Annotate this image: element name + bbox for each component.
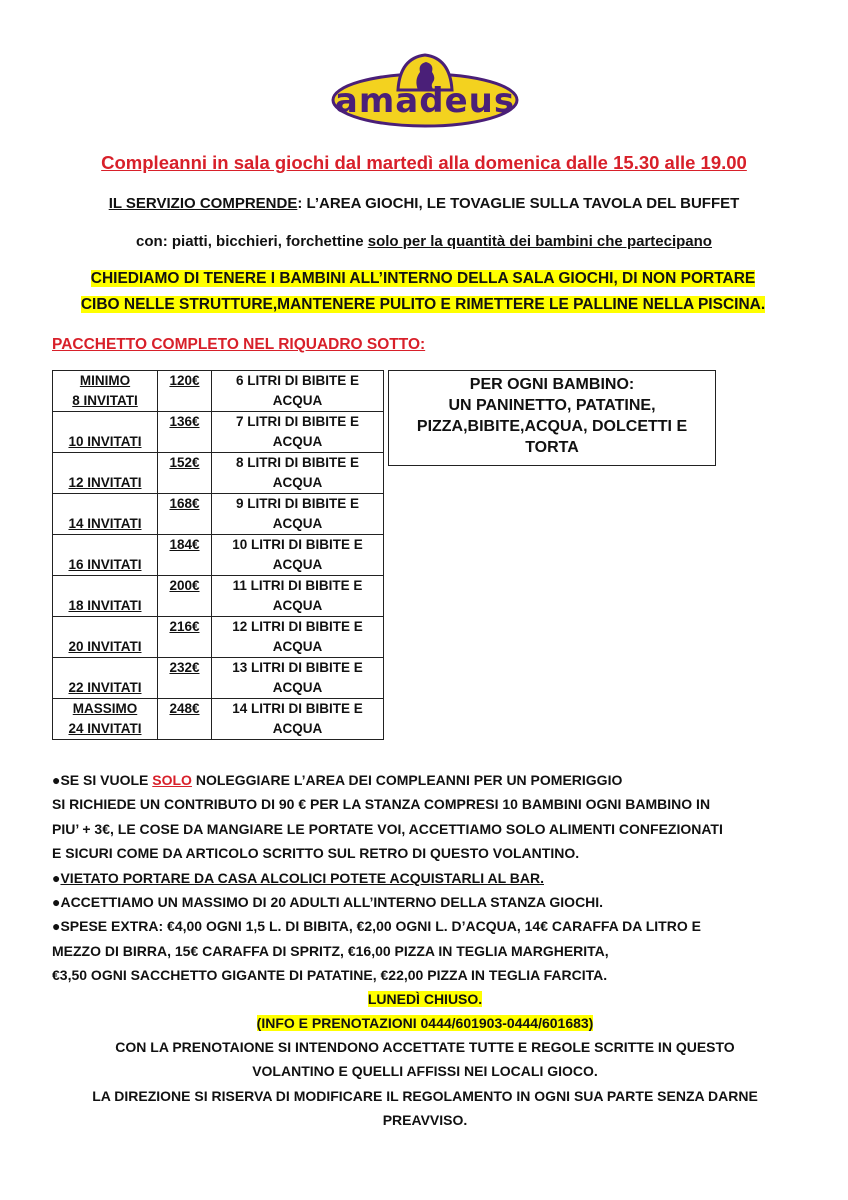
price-cell [158, 535, 212, 576]
price-cell [158, 699, 212, 740]
package-row [53, 617, 384, 658]
package-heading: PACCHETTO COMPLETO NEL RIQUADRO SOTTO: [52, 336, 426, 353]
closed-day-text: LUNEDÌ CHIUSO. [367, 991, 483, 1007]
direction-note [30, 1084, 820, 1133]
service-details-b: solo per la quantità dei bambini che partecipano [367, 233, 712, 250]
service-details-a: con: piatti, bicchieri, forchettine [136, 233, 368, 250]
per-child-box [388, 370, 716, 466]
booking-line: VOLANTINO E QUELLI AFFISSI NEI LOCALI GIOCO. [252, 1063, 598, 1080]
rule-2 [52, 866, 812, 890]
booking-note [30, 1035, 820, 1084]
price-cell-text: 248€ [169, 701, 200, 716]
rule-1-line: PIU’ + 3€, LE COSE DA MANGIARE LE PORTATE VOI, ACCETTIAMO SOLO ALIMENTI CONFEZIONATI [52, 820, 723, 837]
price-cell-text: 184€ [169, 537, 200, 552]
package-row [53, 412, 384, 453]
drinks-cell-text: ACQUA [272, 639, 323, 654]
rule-1-line: SI RICHIEDE UN CONTRIBUTO DI 90 € PER LA STANZA COMPRESI 10 BAMBINI OGNI BAMBINO IN [52, 796, 711, 813]
guest-count-cell [53, 535, 158, 576]
drinks-cell [212, 371, 384, 412]
per-child-line: PER OGNI BAMBINO: [469, 376, 635, 393]
price-cell-text: 200€ [169, 578, 200, 593]
rule-2-text: VIETATO PORTARE DA CASA ALCOLICI POTETE ACQUISTARLI AL BAR. [60, 869, 544, 886]
guest-count-cell-text: MASSIMO [72, 701, 138, 716]
guest-count-cell-text: 22 INVITATI [68, 680, 142, 695]
package-row [53, 576, 384, 617]
rule-1-emphasis: SOLO [152, 772, 192, 788]
amadeus-logo [330, 52, 520, 144]
guest-count-cell [53, 699, 158, 740]
guest-count-cell-text: MINIMO [79, 373, 131, 388]
price-cell-text: 216€ [169, 619, 200, 634]
svg-text:amadeus: amadeus [334, 81, 516, 121]
booking-line: CON LA PRENOTAIONE SI INTENDONO ACCETTATE TUTTE E REGOLE SCRITTE IN QUESTO [115, 1039, 735, 1055]
drinks-cell-text: 7 LITRI DI BIBITE E [235, 414, 359, 429]
drinks-cell-text: ACQUA [272, 598, 323, 613]
guest-count-cell-text: 14 INVITATI [68, 516, 142, 531]
price-cell-text: 136€ [169, 414, 200, 429]
drinks-cell [212, 658, 384, 699]
guest-count-cell [53, 617, 158, 658]
guest-count-cell [53, 576, 158, 617]
price-cell [158, 617, 212, 658]
guest-count-cell-text: 10 INVITATI [68, 434, 142, 449]
rule-2-bullet: ● [52, 869, 61, 886]
rule-1-text: ●SE SI VUOLE [52, 772, 153, 788]
per-child-line: TORTA [525, 439, 579, 456]
guest-count-cell-text: 18 INVITATI [68, 598, 142, 613]
rule-4-line: ●SPESE EXTRA: €4,00 OGNI 1,5 L. DI BIBITA, €2,00 OGNI L. D’ACQUA, 14€ CARAFFA DA LITRO E [52, 918, 701, 935]
rule-4-line: €3,50 OGNI SACCHETTO GIGANTE DI PATATINE, €22,00 PIZZA IN TEGLIA FARCITA. [52, 967, 608, 984]
drinks-cell [212, 494, 384, 535]
service-line [0, 195, 848, 212]
closed-day [30, 987, 820, 1011]
price-cell [158, 412, 212, 453]
drinks-cell [212, 617, 384, 658]
drinks-cell-text: ACQUA [272, 721, 323, 736]
rule-1-line: E SICURI COME DA ARTICOLO SCRITTO SUL RETRO DI QUESTO VOLANTINO. [52, 845, 580, 862]
price-cell-text: 120€ [169, 373, 200, 388]
service-text: : L’AREA GIOCHI, LE TOVAGLIE SULLA TAVOLA DEL BUFFET [297, 195, 740, 212]
package-row [53, 494, 384, 535]
guest-count-cell-text: 16 INVITATI [68, 557, 142, 572]
rule-3: ●ACCETTIAMO UN MASSIMO DI 20 ADULTI ALL’INTERNO DELLA STANZA GIOCHI. [52, 894, 604, 911]
drinks-cell-text: ACQUA [272, 557, 323, 572]
guest-count-cell [53, 371, 158, 412]
rule-1 [52, 768, 812, 792]
drinks-cell-text: ACQUA [272, 475, 323, 490]
guest-count-cell-text: 24 INVITATI [68, 721, 142, 736]
drinks-cell [212, 535, 384, 576]
drinks-cell-text: 6 LITRI DI BIBITE E [235, 373, 359, 388]
drinks-cell-text: 11 LITRI DI BIBITE E [232, 578, 363, 593]
package-row [53, 699, 384, 740]
price-cell [158, 453, 212, 494]
direction-line: PREAVVISO. [382, 1112, 468, 1129]
guest-count-cell-text: 12 INVITATI [68, 475, 142, 490]
price-cell-text: 152€ [169, 455, 200, 470]
price-cell [158, 576, 212, 617]
package-row [53, 371, 384, 412]
rules-section [52, 768, 812, 988]
service-label: IL SERVIZIO COMPRENDE [108, 195, 298, 212]
package-row [53, 453, 384, 494]
warning-line-2: CIBO NELLE STRUTTURE,MANTENERE PULITO E RIMETTERE LE PALLINE NELLA PISCINA. [80, 296, 766, 313]
drinks-cell-text: ACQUA [272, 516, 323, 531]
warning-notice [62, 266, 784, 318]
direction-line: LA DIREZIONE SI RISERVA DI MODIFICARE IL REGOLAMENTO IN OGNI SUA PARTE SENZA DARNE [92, 1088, 758, 1104]
guest-count-cell [53, 494, 158, 535]
drinks-cell [212, 453, 384, 494]
drinks-cell-text: ACQUA [272, 680, 323, 695]
guest-count-cell-text: 8 INVITATI [72, 393, 138, 408]
warning-line-1: CHIEDIAMO DI TENERE I BAMBINI ALL’INTERNO DELLA SALA GIOCHI, DI NON PORTARE [90, 270, 756, 287]
drinks-cell-text: 13 LITRI DI BIBITE E [232, 660, 363, 675]
price-cell [158, 494, 212, 535]
price-cell-text: 232€ [169, 660, 200, 675]
package-row [53, 658, 384, 699]
page-title: Compleanni in sala giochi dal martedì alla domenica dalle 15.30 alle 19.00 [101, 152, 747, 173]
package-row [53, 535, 384, 576]
price-cell-text: 168€ [169, 496, 200, 511]
service-details [0, 233, 848, 250]
drinks-cell-text: 14 LITRI DI BIBITE E [232, 701, 363, 716]
guest-count-cell [53, 658, 158, 699]
drinks-cell [212, 576, 384, 617]
drinks-cell-text: 9 LITRI DI BIBITE E [235, 496, 359, 511]
guest-count-cell [53, 412, 158, 453]
per-child-line: PIZZA,BIBITE,ACQUA, DOLCETTI E [416, 418, 688, 435]
guest-count-cell [53, 453, 158, 494]
info-phone-text: (INFO E PRENOTAZIONI 0444/601903-0444/601683) [256, 1015, 594, 1031]
drinks-cell [212, 412, 384, 453]
info-line [30, 1011, 820, 1035]
drinks-cell-text: 10 LITRI DI BIBITE E [232, 537, 363, 552]
rule-1-text: NOLEGGIARE L’AREA DEI COMPLEANNI PER UN POMERIGGIO [191, 772, 623, 788]
price-cell [158, 371, 212, 412]
rule-4-line: MEZZO DI BIRRA, 15€ CARAFFA DI SPRITZ, €16,00 PIZZA IN TEGLIA MARGHERITA, [52, 942, 609, 959]
drinks-cell-text: ACQUA [272, 393, 323, 408]
drinks-cell-text: 12 LITRI DI BIBITE E [232, 619, 363, 634]
drinks-cell-text: 8 LITRI DI BIBITE E [235, 455, 359, 470]
package-table [52, 370, 384, 740]
guest-count-cell-text: 20 INVITATI [68, 639, 142, 654]
drinks-cell-text: ACQUA [272, 434, 323, 449]
per-child-line: UN PANINETTO, PATATINE, [448, 397, 656, 414]
drinks-cell [212, 699, 384, 740]
price-cell [158, 658, 212, 699]
